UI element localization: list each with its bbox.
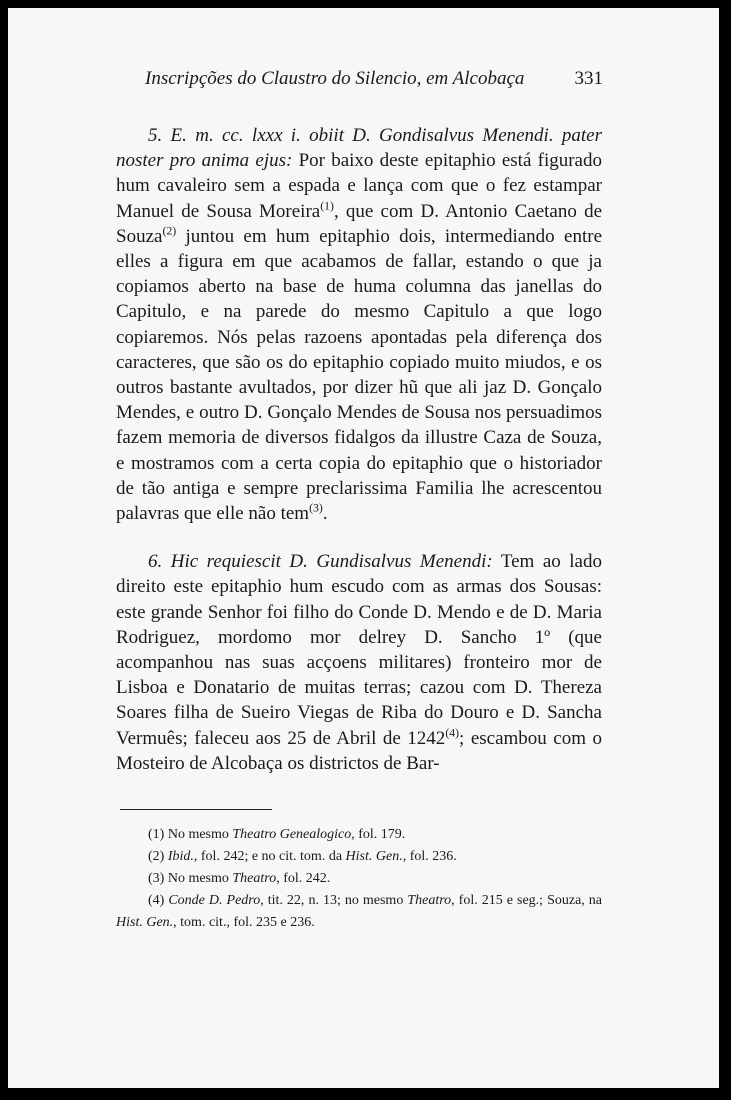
footnote-text: , fol. 242; e no cit. tom. da: [193, 849, 346, 864]
footnote-ref: (4): [445, 726, 460, 740]
footnote-title: Ibid.: [167, 849, 194, 864]
footnote-title: Theatro Genealogico: [232, 827, 352, 842]
book-page: [8, 8, 719, 1088]
footnote-1: [116, 824, 602, 846]
footnote-ref: (3): [309, 501, 323, 515]
footnote-text: , fol. 215 e seg.; Souza, na: [451, 893, 603, 908]
footnote-title: Theatro: [407, 893, 452, 908]
paragraph-5: [116, 123, 602, 526]
page-number: 331: [574, 68, 603, 89]
footnote-mark: (3): [148, 871, 165, 886]
footnote-mark: (4): [148, 893, 165, 908]
footnote-mark: (1): [148, 827, 165, 842]
footnote-3: [116, 868, 602, 890]
paragraph-text: Por baixo deste epitaphio está figurado hum cavaleiro sem a espada e lança com que o fez estampar Manuel de Sousa Moreira: [116, 150, 602, 222]
footnote-divider: [120, 809, 272, 810]
footnote-title: Hist. Gen.: [345, 849, 403, 864]
footnote-text: , tom. cit., fol. 235 e 236.: [173, 915, 315, 930]
paragraph-text: ; escambou com o Mosteiro de Alcobaça os districtos de Bar-: [116, 727, 602, 774]
footnote-text: No mesmo: [164, 827, 233, 842]
paragraph-6: [116, 549, 602, 776]
footnote-2: [116, 846, 602, 868]
main-text: [116, 123, 602, 776]
footnote-title: Conde D. Pedro: [168, 893, 261, 908]
footnote-text: , fol. 179.: [351, 827, 406, 842]
epitaph-inscription: 5. E. m. cc. lxxx i. obiit D. Gondisalvus Menendi. pater noster pro anima ejus:: [116, 125, 602, 172]
running-header: [145, 68, 603, 90]
footnote-ref: (1): [320, 199, 334, 213]
footnote-text: , fol. 236.: [402, 849, 457, 864]
footnote-text: No mesmo: [164, 871, 233, 886]
paragraph-text: juntou em hum epitaphio dois, intermediando entre elles a figura em que acabamos de fallar, estando o que ja copiamos aberto na base de huma columna das janellas do Capitulo, e na parede do mesmo Capitulo a que logo copiaremos. Nós pelas razoens apontadas pela diferença dos caracteres, que são os do epitaphio copiado muito miudos, e os outros bastante avultados, por dizer hũ que ali jaz D. Gonçalo Mendes, e outro D. Gonçalo Mendes de Sousa nos persuadimos fazem memoria de diversos fidalgos da illustre Caza de Souza, e mostramos com a certa copia do epitaphio que o historiador de tão antiga e sempre preclarissima Familia lhe acrescentou palavras que elle não tem: [116, 225, 602, 525]
footnote-title: Theatro: [232, 871, 277, 886]
epitaph-inscription: 6. Hic requiescit D. Gundisalvus Menendi:: [148, 551, 493, 573]
footnote-text: , tit. 22, n. 13; no mesmo: [260, 893, 408, 908]
running-title: Inscripções do Claustro do Silencio, em Alcobaça: [145, 68, 525, 89]
footnote-ref: (2): [162, 224, 177, 238]
footnote-mark: (2): [148, 849, 165, 864]
footnote-title: Hist. Gen.: [116, 915, 174, 930]
footnote-4: [116, 890, 602, 934]
paragraph-text: Tem ao lado direito este epitaphio hum escudo com as armas dos Sousas: este grande Senhor foi filho do Conde D. Mendo e de D. Maria Rodriguez, mordomo mor delrey D. Sancho 1º (que acompanhou nas suas acçoens militares) fronteiro mor de Lisboa e Donatario de muitas terras; cazou com D. Thereza Soares filha de Sueiro Viegas de Riba do Douro e D. Sancha Vermuês; faleceu aos 25 de Abril de 1242: [116, 551, 602, 749]
paragraph-text: , que com D. Antonio Caetano de Souza: [116, 200, 602, 247]
footnote-text: , fol. 242.: [276, 871, 331, 886]
paragraph-text: .: [322, 503, 328, 525]
footnotes: [116, 824, 602, 934]
